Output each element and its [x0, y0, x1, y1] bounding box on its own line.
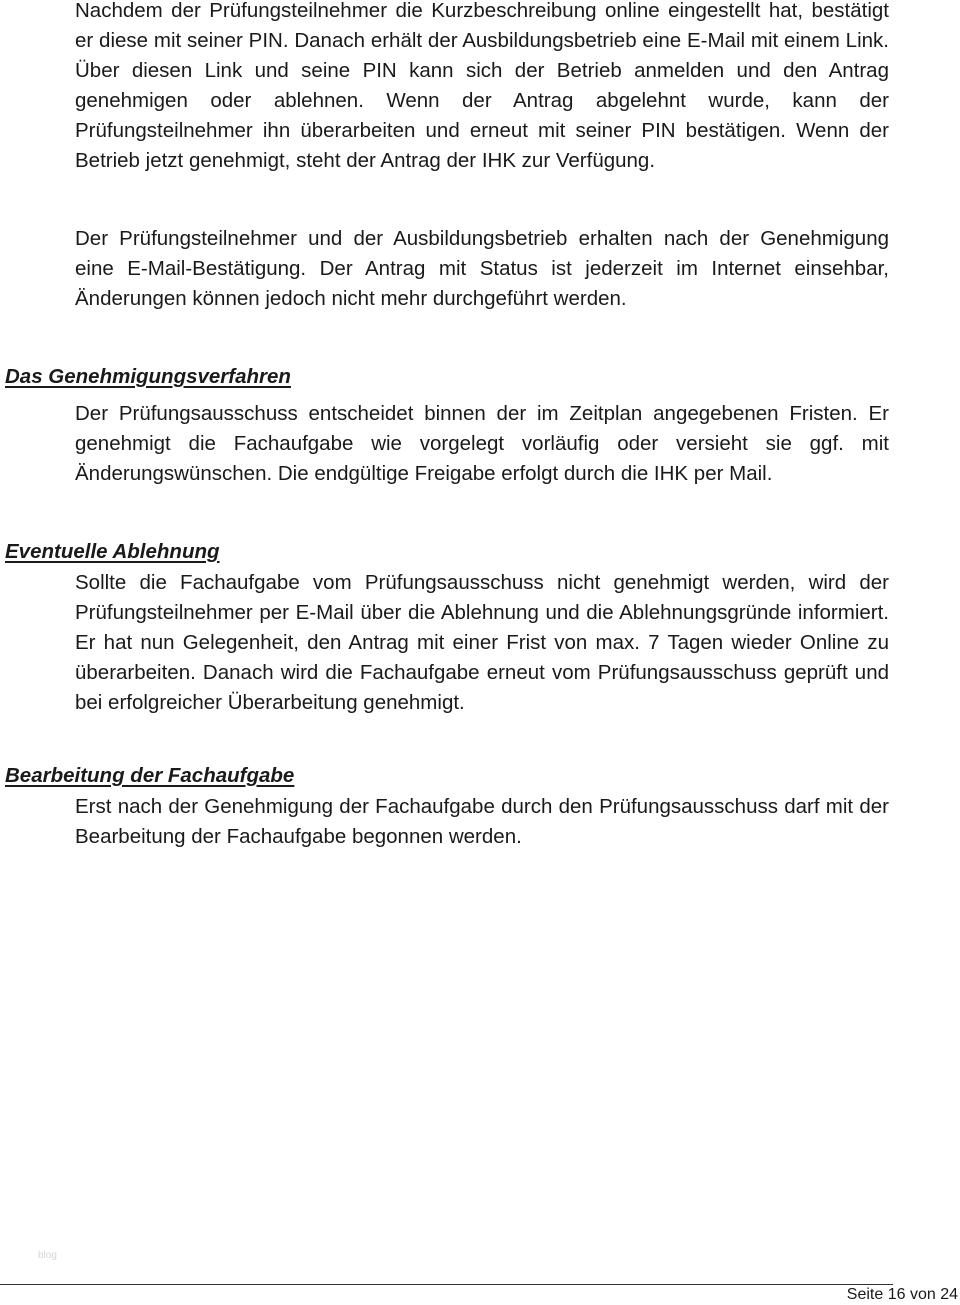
- heading-bearbeitung-fachaufgabe: Bearbeitung der Fachaufgabe: [5, 764, 295, 787]
- watermark-text: blog: [38, 1250, 57, 1261]
- paragraph-genehmigungsverfahren: Der Prüfungsausschuss entscheidet binnen der im Zeitplan angegebenen Fristen. Er genehmigt die Fachaufgabe wie vorgelegt vorläufig oder versieht sie ggf. mit Änderungswünschen. Die endgültige Freigabe erfolgt durch die IHK per Mail.: [75, 402, 889, 485]
- paragraph-eventuelle-ablehnung: Sollte die Fachaufgabe vom Prüfungsausschuss nicht genehmigt werden, wird der Prüfungsteilnehmer per E-Mail über die Ablehnung und die Ablehnungsgründe informiert. Er hat nun Gelegenheit, den Antrag mit einer Frist von max. 7 Tagen wieder Online zu überarbeiten. Danach wird die Fachaufgabe erneut vom Prüfungsausschuss geprüft und bei erfolgreicher Überarbeitung genehmigt.: [75, 571, 889, 714]
- page-number: Seite 16 von 24: [846, 1286, 958, 1303]
- footer-divider: [0, 1284, 893, 1285]
- paragraph-bearbeitung-fachaufgabe: Erst nach der Genehmigung der Fachaufgabe durch den Prüfungsausschuss darf mit der Bearbeitung der Fachaufgabe begonnen werden.: [75, 795, 889, 848]
- heading-eventuelle-ablehnung: Eventuelle Ablehnung: [5, 540, 220, 563]
- paragraph-bestaetigung: Der Prüfungsteilnehmer und der Ausbildungsbetrieb erhalten nach der Genehmigung eine E-Mail-Bestätigung. Der Antrag mit Status ist jederzeit im Internet einsehbar, Änderungen können jedoch nicht mehr durchgeführt werden.: [75, 227, 889, 310]
- heading-genehmigungsverfahren: Das Genehmigungsverfahren: [5, 365, 291, 388]
- paragraph-kurzbeschreibung: Nachdem der Prüfungsteilnehmer die Kurzbeschreibung online eingestellt hat, bestätigt er diese mit seiner PIN. Danach erhält der Ausbildungsbetrieb eine E-Mail mit einem Link. Über diesen Link und seine PIN kann sich der Betrieb anmelden und den Antrag genehmigen oder ablehnen. Wenn der Antrag abgelehnt wurde, kann der Prüfungsteilnehmer ihn überarbeiten und erneut mit seiner PIN bestätigen. Wenn der Betrieb jetzt genehmigt, steht der Antrag der IHK zur Verfügung.: [75, 0, 889, 172]
